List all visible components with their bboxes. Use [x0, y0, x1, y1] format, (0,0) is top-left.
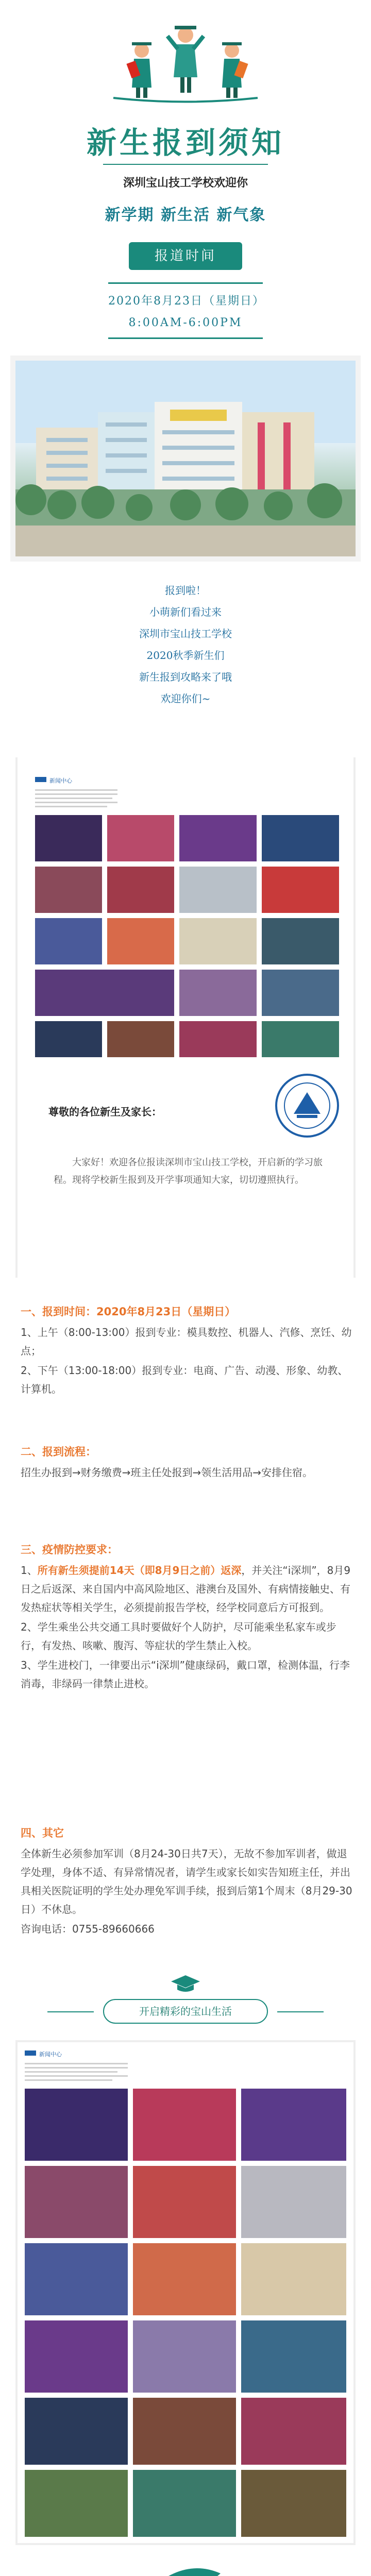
section-heading: 一、报到时间：2020年8月23日（星期日） [21, 1306, 236, 1318]
graduates-illustration [82, 21, 289, 108]
poem-line: 欢迎你们~ [160, 692, 211, 705]
section-item: 2、下午（13:00-18:00）报到专业：电商、广告、动漫、形象、幼教、计算机。 [21, 1364, 348, 1395]
item-rest: ，并关注“i深圳”，8月9日之后返深、来自国内中高风险地区、港澳台及国外、有病情接触史、有发热症状等相关学生，必须提前报告学校，经学校同意后方可报到。 [21, 1564, 351, 1614]
report-date: 2020年8月23日（星期日） [108, 295, 265, 308]
news-gallery [30, 769, 345, 1062]
section-heading: 三、疫情防控要求： [21, 1544, 118, 1556]
item-highlight: 所有新生须提前14天（即8月9日之前）返深 [37, 1564, 242, 1577]
page-title: 新生报到须知 [86, 125, 284, 160]
school-seal-icon [273, 1072, 341, 1140]
section-item: 1、上午（8:00-13:00）报到专业：模具数控、机器人、汽修、烹饪、幼点； [21, 1326, 352, 1357]
report-hours: 8:00AM-6:00PM [128, 316, 243, 329]
section-other [21, 1824, 356, 1939]
section-text: 招生办报到→财务缴费→班主任处报到→领生活用品→安排住宿。 [21, 1466, 313, 1479]
item-prefix: 1、 [21, 1564, 38, 1577]
welcome-text: 深圳宝山技工学校欢迎你 [123, 177, 248, 190]
poem-line: 深圳市宝山技工学校 [139, 628, 232, 640]
notice-card [15, 757, 356, 1278]
greeting-body: 大家好！欢迎各位报读深圳市宝山技工学校，开启新的学习旅程。现将学校新生报到及开学事项通知大家，切切遵照执行。 [54, 1157, 323, 1185]
section-report-process [21, 1443, 356, 1483]
report-time-label: 报道时间 [129, 242, 242, 270]
consult-phone: 咨询电话：0755-89660666 [21, 1923, 155, 1935]
poem-line: 报到啦！ [165, 584, 206, 597]
campus-photo [10, 355, 361, 562]
school-logo [135, 2553, 236, 2576]
section-heading: 四、其它 [21, 1827, 64, 1839]
poem-line: 小萌新们看过来 [149, 606, 222, 618]
section-item [21, 1561, 356, 1617]
section-epidemic [21, 1540, 356, 1694]
section-item: 2、学生乘坐公共交通工具时要做好个人防护，尽可能乘坐私家车或步行，有发热、咳嗽、腹泻、等症状的学生禁止入校。 [21, 1621, 336, 1652]
gallery-title: 新闻中心 [39, 2051, 62, 2058]
welcome-poem [0, 580, 371, 709]
report-time-box [108, 282, 263, 339]
greeting: 尊敬的各位新生及家长： [48, 1106, 162, 1118]
section-item: 3、学生进校门，一律要出示“i深圳”健康绿码，戴口罩，检测体温，行李消毒，非绿码一律禁止进校。 [21, 1659, 350, 1690]
slogan: 新学期 新生活 新气象 [105, 206, 266, 224]
life-banner: 开启精彩的宝山生活 [103, 1999, 268, 2024]
graduation-cap-icon [170, 1973, 201, 1994]
poem-line: 新生报到攻略来了哦 [139, 671, 232, 683]
section-report-time [21, 1302, 356, 1399]
news-gallery-2 [15, 2040, 356, 2545]
section-text: 全体新生必须参加军训（8月24-30日共7天），无故不参加军训者，做退学处理，身体不适、有异常情况者，请学生或家长如实告知班主任，并出具相关医院证明的学生处办理免军训手续，报到后第1个周末（8月29-30日）不休息。 [21, 1848, 352, 1916]
section-heading: 二、报到流程： [21, 1446, 96, 1458]
gallery-title: 新闻中心 [49, 777, 72, 784]
title-divider [103, 164, 268, 165]
poem-line: 2020秋季新生们 [146, 649, 225, 662]
